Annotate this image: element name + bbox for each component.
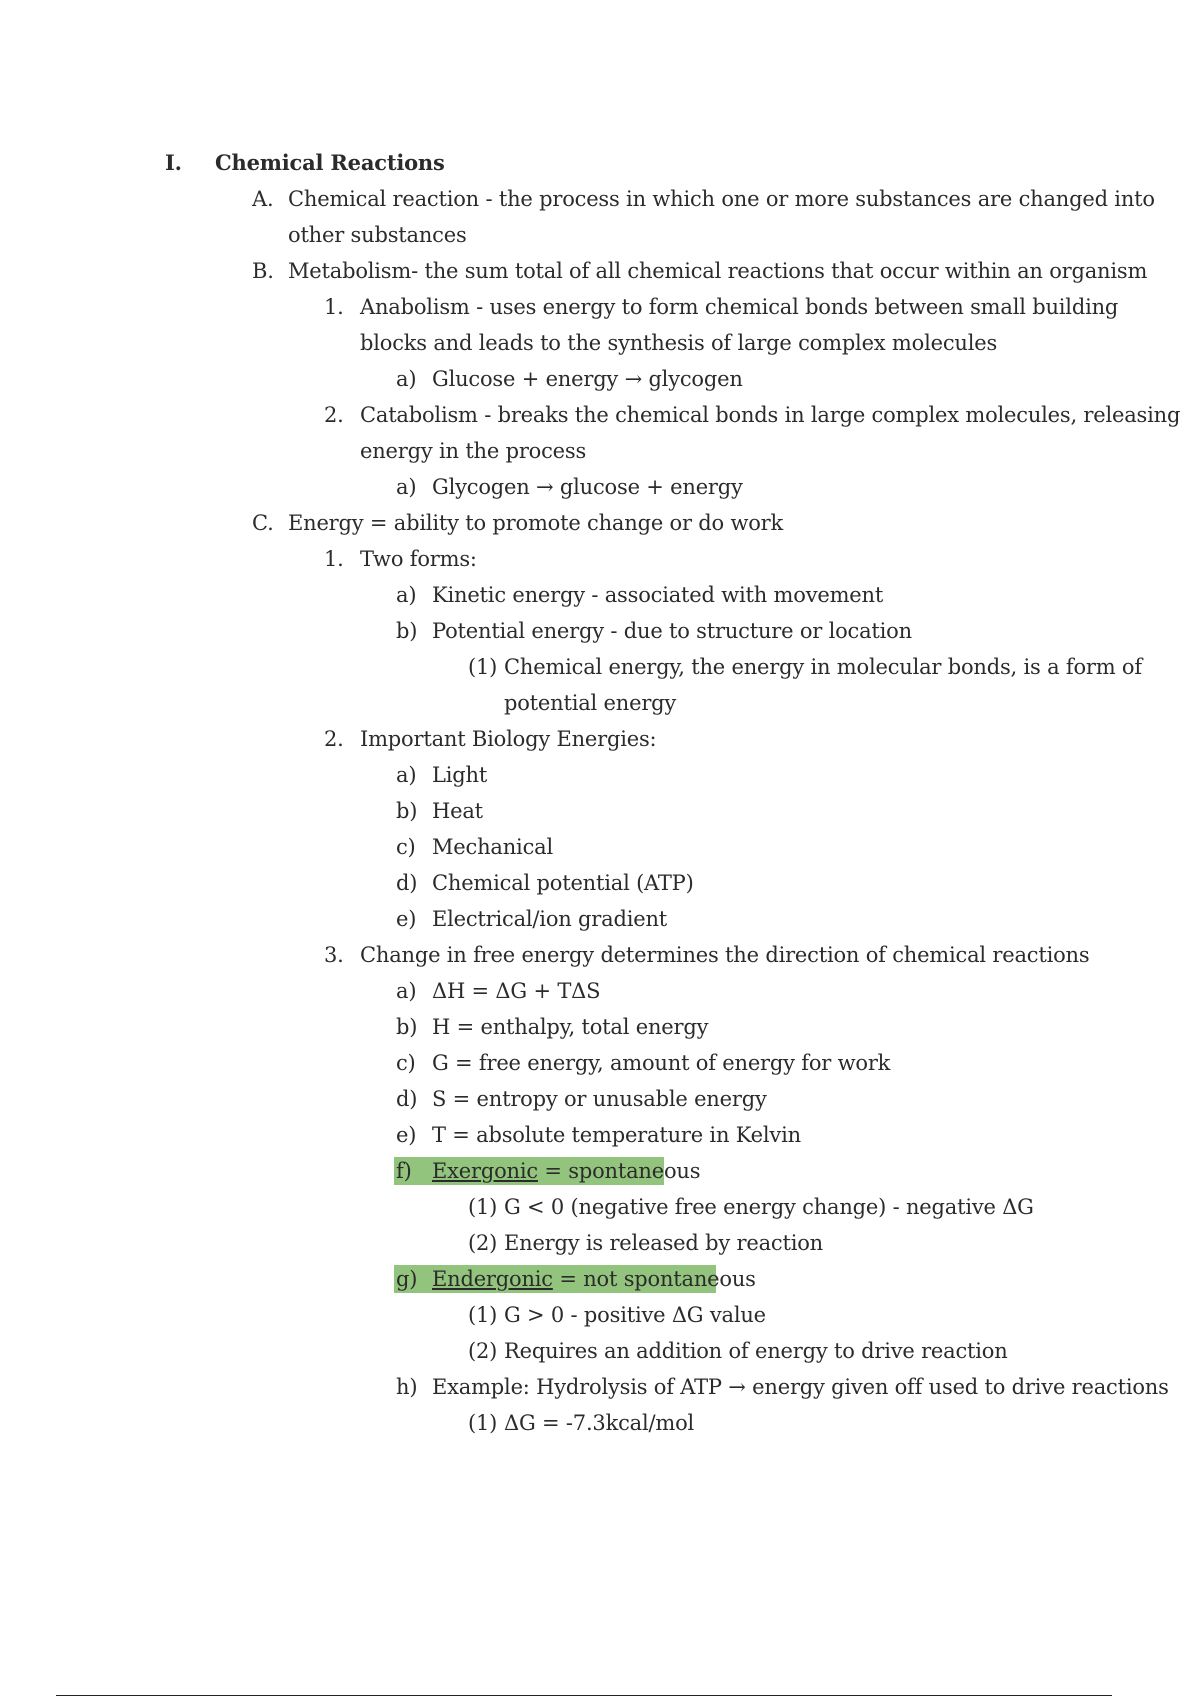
section-marker: I.: [165, 150, 182, 175]
term-exergonic: Exergonic: [432, 1159, 538, 1183]
page-bottom-rule: [56, 1695, 1112, 1696]
term-endergonic: Endergonic: [432, 1267, 553, 1291]
document-page: I. Chemical Reactions A. Chemical reaction - the process in which one or more substances are changed into other substances B. Metabolism- the sum total of all chemical reactions that occur within an organism 1. Anabolism - uses energy to form chemical bonds between small building blocks and leads to the synthesis of large complex molecules a) Glucose + energy → glycogen 2. Catabolism - breaks the chemical bonds in large complex molecules, releasing energy in the process a) Glycogen → glucose + energy C. Energy = ability to promote change or do work 1. Two forms: a) Kinetic energy - associated with movement b) Potential energy - due to structure or location (1) Chemical energy, the energy in molecular bonds, is a form of potential energy 2. Important Biology Energies: a) Light b) Heat c) Mechanical d) Chemical potential (ATP) e) Electrical/ion gradient 3. Change in free energy determines the direction of chemical reactions a) ΔH = ΔG + TΔS b) H = enthalpy, total energy c) G = free energy, amount of energy for work d) S = entropy or unusable energy e) T = absolute temperature in Kelvin f) Exergonic = spontaneous (1) G < 0 (negative free energy change) - negative ΔG (2) Energy is released by reaction g) Endergonic = not spontaneous (1) G > 0 - positive ΔG value (2) Requires an addition of energy to drive reaction h) Example: Hydrolysis of ATP → energy given off used to drive reactions (1) ΔG = -7.3kcal/mol: [0, 0, 1200, 1700]
section-title: Chemical Reactions: [215, 150, 445, 175]
